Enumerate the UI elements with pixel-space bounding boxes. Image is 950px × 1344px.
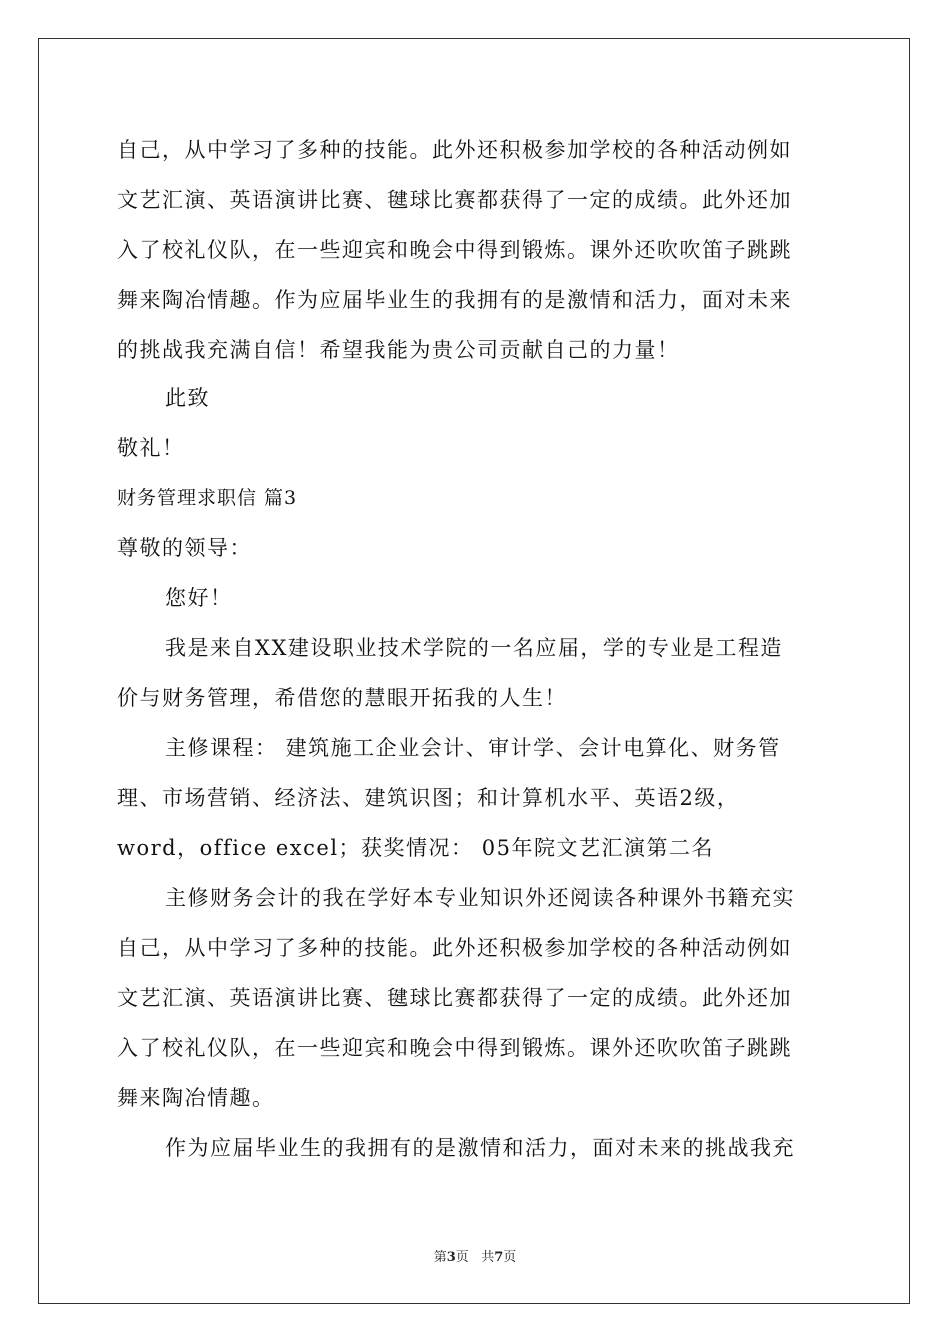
closing-regards: 敬礼！ — [117, 436, 185, 460]
page-suffix: 页 — [455, 1250, 469, 1265]
page-border — [38, 38, 910, 1304]
body-line: 作为应届毕业生的我拥有的是激情和活力，面对未来的挑战我充 — [165, 1136, 795, 1160]
body-line: 入了校礼仪队，在一些迎宾和晚会中得到锻炼。课外还吹吹笛子跳跳 — [117, 1036, 792, 1060]
page-footer — [0, 1246, 950, 1265]
body-line: 自己，从中学习了多种的技能。此外还积极参加学校的各种活动例如 — [117, 936, 792, 960]
total-suffix: 页 — [503, 1250, 517, 1265]
body-line: 价与财务管理，希借您的慧眼开拓我的人生！ — [117, 686, 567, 710]
section-heading: 财务管理求职信 篇3 — [117, 487, 298, 509]
body-line: 我是来自XX建设职业技术学院的一名应届，学的专业是工程造 — [165, 636, 783, 660]
greeting: 您好！ — [165, 586, 233, 610]
body-line: 文艺汇演、英语演讲比赛、毽球比赛都获得了一定的成绩。此外还加 — [117, 986, 792, 1010]
page-total: 7 — [494, 1250, 504, 1265]
body-line: 舞来陶冶情趣。 — [117, 1086, 275, 1110]
body-line: 自己，从中学习了多种的技能。此外还积极参加学校的各种活动例如 — [117, 138, 792, 162]
greeting-addressee: 尊敬的领导： — [117, 536, 252, 560]
body-line: 入了校礼仪队，在一些迎宾和晚会中得到锻炼。课外还吹吹笛子跳跳 — [117, 238, 792, 262]
page-prefix: 第 — [433, 1250, 447, 1265]
body-line: 理、市场营销、经济法、建筑识图；和计算机水平、英语2级， — [117, 786, 740, 810]
body-line: 的挑战我充满自信！希望我能为贵公司贡献自己的力量！ — [117, 338, 680, 362]
closing-salutation: 此致 — [165, 386, 210, 410]
page-current: 3 — [446, 1250, 456, 1265]
total-prefix: 共 — [481, 1250, 495, 1265]
body-line: 主修财务会计的我在学好本专业知识外还阅读各种课外书籍充实 — [165, 886, 795, 910]
body-line: 舞来陶冶情趣。作为应届毕业生的我拥有的是激情和活力，面对未来 — [117, 288, 792, 312]
body-line: word，office excel；获奖情况： 05年院文艺汇演第二名 — [117, 836, 714, 860]
body-line: 文艺汇演、英语演讲比赛、毽球比赛都获得了一定的成绩。此外还加 — [117, 188, 792, 212]
body-line: 主修课程： 建筑施工企业会计、审计学、会计电算化、财务管 — [165, 736, 781, 760]
